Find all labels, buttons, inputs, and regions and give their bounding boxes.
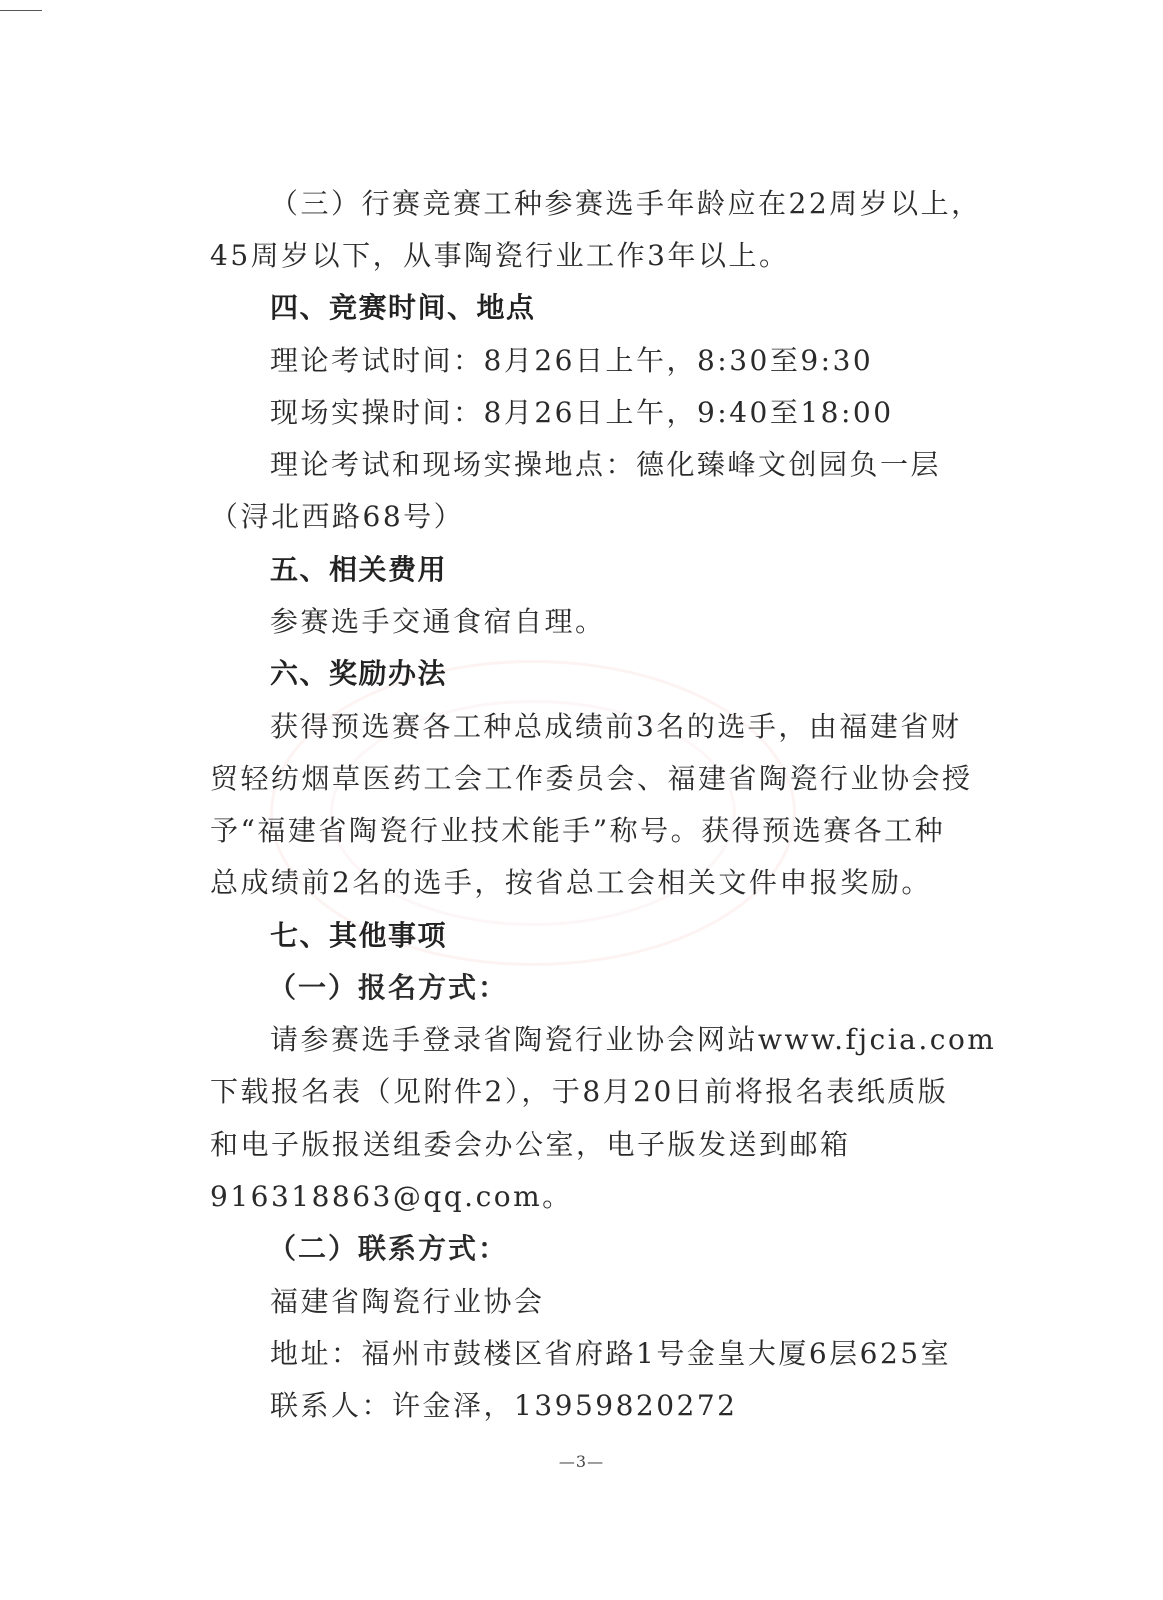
body-line: 请参赛选手登录省陶瓷行业协会网站www.fjcia.com — [270, 1023, 997, 1056]
body-line: 理论考试和现场实操地点：德化臻峰文创园负一层 — [270, 448, 942, 481]
body-line: 予“福建省陶瓷行业技术能手”称号。获得预选赛各工种 — [210, 814, 946, 847]
contact-line: 联系人：许金泽，13959820272 — [270, 1389, 738, 1422]
body-line: 下载报名表（见附件2），于8月20日前将报名表纸质版 — [210, 1075, 949, 1108]
body-line: 贸轻纺烟草医药工会工作委员会、福建省陶瓷行业协会授 — [210, 762, 973, 795]
body-line: 45周岁以下，从事陶瓷行业工作3年以上。 — [210, 239, 790, 272]
body-line: （三）行赛竞赛工种参赛选手年龄应在22周岁以上， — [270, 187, 982, 220]
body-line: 福建省陶瓷行业协会 — [270, 1285, 545, 1318]
page-number: —3— — [558, 1452, 605, 1471]
body-line: （浔北西路68号） — [210, 500, 465, 533]
body-line: 获得预选赛各工种总成绩前3名的选手，由福建省财 — [270, 710, 962, 743]
email-line: 916318863@qq.com。 — [210, 1180, 573, 1213]
body-line: 现场实操时间：8月26日上午，9:40至18:00 — [270, 396, 894, 429]
body-line: 参赛选手交通食宿自理。 — [270, 605, 606, 638]
section-heading: 七、其他事项 — [270, 919, 448, 952]
body-line: 总成绩前2名的选手，按省总工会相关文件申报奖励。 — [210, 866, 932, 899]
scan-edge-mark — [0, 10, 42, 11]
address-line: 地址：福州市鼓楼区省府路1号金皇大厦6层625室 — [270, 1337, 952, 1370]
section-heading: 六、奖励办法 — [270, 657, 448, 690]
subsection-heading: （二）联系方式： — [268, 1232, 509, 1265]
section-heading: 五、相关费用 — [270, 553, 448, 586]
body-line: 理论考试时间：8月26日上午，8:30至9:30 — [270, 344, 874, 377]
section-heading: 四、竞赛时间、地点 — [270, 291, 536, 324]
subsection-heading: （一）报名方式： — [268, 971, 509, 1004]
body-line: 和电子版报送组委会办公室，电子版发送到邮箱 — [210, 1128, 851, 1161]
